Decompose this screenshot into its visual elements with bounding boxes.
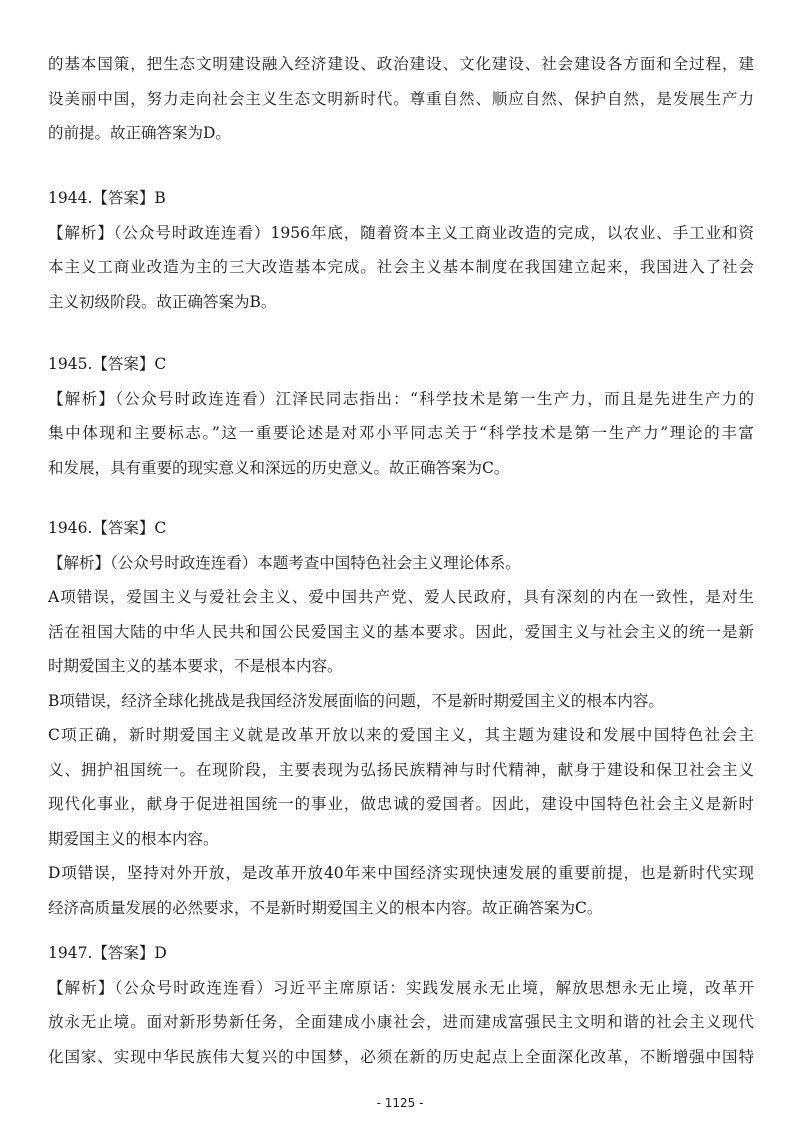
- text-line: 时期爱国主义的基本要求，不是根本内容。: [48, 657, 343, 675]
- intro-paragraph: [48, 47, 754, 151]
- text-line: 义、拥护祖国统一。在现阶段，主要表现为弘扬民族精神与时代精神，献身于建设和保卫社会主义: [48, 760, 754, 779]
- answer-heading: 1947.【答案】D: [48, 944, 167, 962]
- answer-entry-1947: [48, 936, 754, 1074]
- text-line: 【解析】（公众号时政连连看）习近平主席原话：实践发展永无止境，解放思想永无止境，改革开: [48, 978, 754, 997]
- answer-heading: 1946.【答案】C: [48, 519, 167, 537]
- page-number: - 1125 -: [376, 1096, 424, 1110]
- text-line: 设美丽中国，努力走向社会主义生态文明新时代。尊重自然、顺应自然、保护自然，是发展生产力: [48, 89, 754, 108]
- answer-heading: 1945.【答案】C: [48, 355, 167, 373]
- text-line: 【解析】（公众号时政连连看）江泽民同志指出：“科学技术是第一生产力，而且是先进生产力的: [48, 389, 754, 408]
- text-line: 的基本国策，把生态文明建设融入经济建设、政治建设、文化建设、社会建设各方面和全过程，建: [48, 55, 754, 73]
- text-line: 放永无止境。面对新形势新任务，全面建成小康社会，进而建成富强民主文明和谐的社会主义现代: [48, 1013, 754, 1031]
- text-line: 活在祖国大陆的中华人民共和国公民爱国主义的基本要求。因此，爱国主义与社会主义的统一是新: [48, 622, 754, 641]
- answer-heading: 1944.【答案】B: [48, 189, 166, 207]
- text-line: 和发展，具有重要的现实意义和深远的历史意义。故正确答案为C。: [48, 458, 510, 477]
- text-line: 【解析】（公众号时政连连看）1956年底，随着资本主义工商业改造的完成，以农业、手工业和资: [48, 223, 754, 242]
- text-line: 集中体现和主要标志。”这一重要论述是对邓小平同志关于“科学技术是第一生产力”理论的丰富: [48, 424, 754, 442]
- text-line: D项错误，坚持对外开放，是改革开放40年来中国经济实现快速发展的重要前提，也是新时代实现: [48, 864, 754, 882]
- text-line: 现代化事业，献身于促进祖国统一的事业，做忠诚的爱国者。因此，建设中国特色社会主义是新时: [48, 795, 754, 813]
- answer-entry-1944: [48, 181, 754, 319]
- answer-entry-1946: [48, 511, 754, 925]
- text-line: 化国家、实现中华民族伟大复兴的中国梦，必须在新的历史起点上全面深化改革，不断增强中国特: [48, 1047, 754, 1066]
- answer-entry-1945: [48, 347, 754, 485]
- text-line: B项错误，经济全球化挑战是我国经济发展面临的问题，不是新时期爱国主义的根本内容。: [48, 691, 664, 710]
- text-line: 本主义工商业改造为主的三大改造基本完成。社会主义基本制度在我国建立起来，我国进入了社会: [48, 258, 754, 276]
- text-line: 主义初级阶段。故正确答案为B。: [48, 292, 277, 311]
- text-line: 经济高质量发展的必然要求，不是新时期爱国主义的根本内容。故正确答案为C。: [48, 898, 603, 917]
- text-line: 期爱国主义的根本内容。: [48, 829, 219, 848]
- text-line: 【解析】（公众号时政连连看）本题考查中国特色社会主义理论体系。: [48, 553, 521, 572]
- text-line: 的前提。故正确答案为D。: [48, 124, 231, 142]
- text-line: A项错误，爱国主义与爱社会主义、爱中国共产党、爱人民政府，具有深刻的内在一致性，是对生: [48, 588, 754, 606]
- text-line: C项正确，新时期爱国主义就是改革开放以来的爱国主义，其主题为建设和发展中国特色社会主: [48, 726, 754, 744]
